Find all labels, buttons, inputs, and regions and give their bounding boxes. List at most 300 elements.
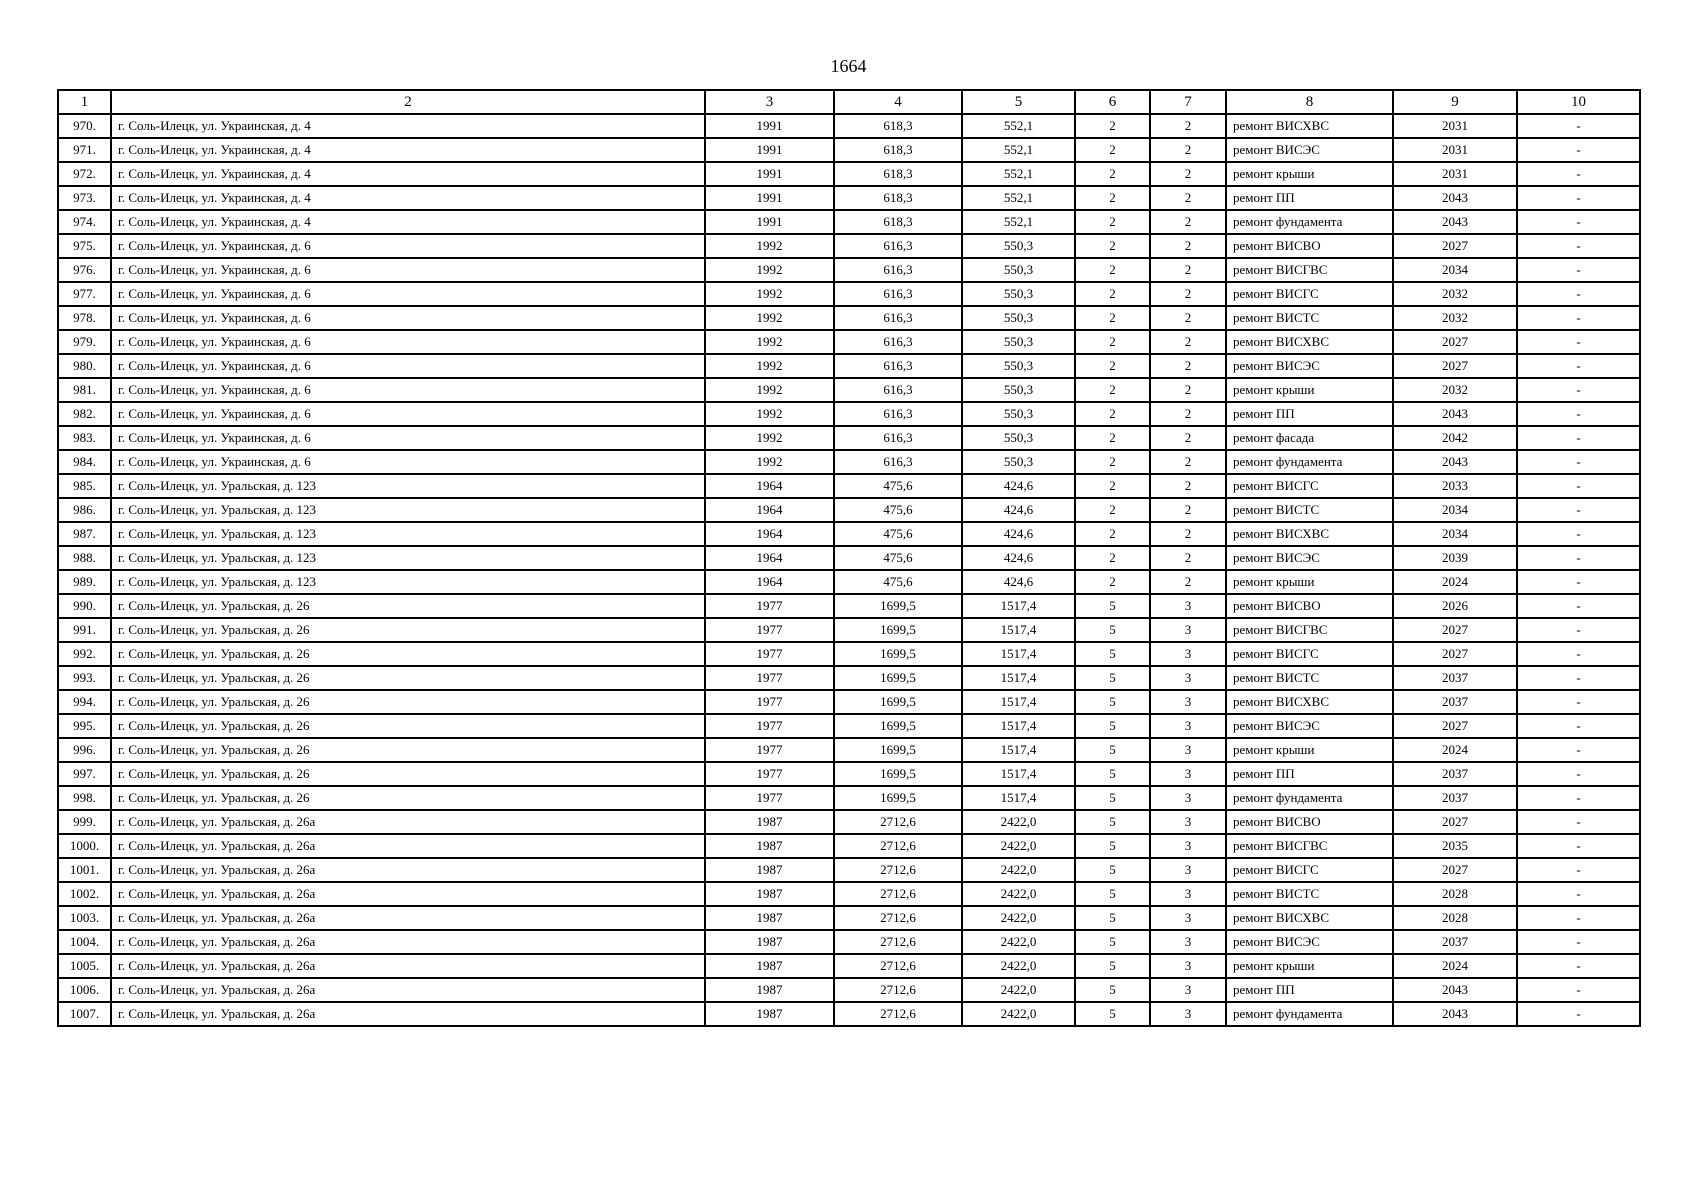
- cell-total-area: 616,3: [834, 306, 962, 330]
- cell-total-area: 2712,6: [834, 810, 962, 834]
- cell-row-number: 987.: [58, 522, 111, 546]
- cell-living-area: 550,3: [962, 354, 1075, 378]
- cell-note: -: [1517, 786, 1640, 810]
- cell-total-area: 616,3: [834, 330, 962, 354]
- table-row: [58, 594, 1640, 618]
- cell-total-area: 618,3: [834, 186, 962, 210]
- cell-planned-year: 2031: [1393, 114, 1517, 138]
- cell-entrances: 3: [1150, 666, 1226, 690]
- cell-entrances: 3: [1150, 810, 1226, 834]
- cell-entrances: 2: [1150, 522, 1226, 546]
- cell-row-number: 994.: [58, 690, 111, 714]
- table-row: [58, 618, 1640, 642]
- cell-note: -: [1517, 882, 1640, 906]
- cell-total-area: 2712,6: [834, 882, 962, 906]
- cell-planned-year: 2034: [1393, 498, 1517, 522]
- cell-year-built: 1977: [705, 666, 834, 690]
- cell-note: -: [1517, 378, 1640, 402]
- cell-entrances: 3: [1150, 786, 1226, 810]
- cell-total-area: 1699,5: [834, 714, 962, 738]
- cell-total-area: 618,3: [834, 138, 962, 162]
- cell-entrances: 3: [1150, 762, 1226, 786]
- cell-year-built: 1991: [705, 162, 834, 186]
- cell-year-built: 1992: [705, 330, 834, 354]
- cell-row-number: 980.: [58, 354, 111, 378]
- cell-note: -: [1517, 690, 1640, 714]
- cell-row-number: 978.: [58, 306, 111, 330]
- cell-living-area: 1517,4: [962, 690, 1075, 714]
- cell-total-area: 475,6: [834, 570, 962, 594]
- cell-entrances: 2: [1150, 498, 1226, 522]
- table-body: [58, 114, 1640, 1026]
- cell-year-built: 1977: [705, 594, 834, 618]
- cell-total-area: 618,3: [834, 162, 962, 186]
- cell-entrances: 2: [1150, 426, 1226, 450]
- cell-year-built: 1987: [705, 1002, 834, 1026]
- cell-address: г. Соль-Илецк, ул. Украинская, д. 6: [111, 450, 705, 474]
- cell-work-type: ремонт ВИСЭС: [1226, 546, 1393, 570]
- cell-floors: 5: [1075, 738, 1150, 762]
- cell-planned-year: 2039: [1393, 546, 1517, 570]
- cell-living-area: 1517,4: [962, 738, 1075, 762]
- cell-note: -: [1517, 810, 1640, 834]
- cell-year-built: 1964: [705, 522, 834, 546]
- cell-total-area: 1699,5: [834, 762, 962, 786]
- cell-work-type: ремонт ВИСГВС: [1226, 258, 1393, 282]
- column-header-6: 6: [1075, 90, 1150, 114]
- cell-work-type: ремонт ВИСХВС: [1226, 906, 1393, 930]
- cell-living-area: 1517,4: [962, 642, 1075, 666]
- table-header: [58, 90, 1640, 114]
- cell-planned-year: 2037: [1393, 666, 1517, 690]
- cell-living-area: 1517,4: [962, 786, 1075, 810]
- cell-planned-year: 2031: [1393, 138, 1517, 162]
- cell-living-area: 550,3: [962, 450, 1075, 474]
- cell-floors: 2: [1075, 570, 1150, 594]
- cell-floors: 5: [1075, 666, 1150, 690]
- table-row: [58, 882, 1640, 906]
- cell-year-built: 1987: [705, 882, 834, 906]
- cell-address: г. Соль-Илецк, ул. Уральская, д. 26: [111, 738, 705, 762]
- cell-row-number: 1007.: [58, 1002, 111, 1026]
- cell-planned-year: 2024: [1393, 738, 1517, 762]
- cell-address: г. Соль-Илецк, ул. Уральская, д. 26: [111, 690, 705, 714]
- table-row: [58, 930, 1640, 954]
- cell-entrances: 2: [1150, 474, 1226, 498]
- cell-address: г. Соль-Илецк, ул. Уральская, д. 123: [111, 498, 705, 522]
- cell-living-area: 552,1: [962, 186, 1075, 210]
- cell-entrances: 2: [1150, 570, 1226, 594]
- cell-note: -: [1517, 834, 1640, 858]
- cell-note: -: [1517, 858, 1640, 882]
- column-header-7: 7: [1150, 90, 1226, 114]
- cell-year-built: 1977: [705, 762, 834, 786]
- cell-row-number: 982.: [58, 402, 111, 426]
- cell-year-built: 1987: [705, 858, 834, 882]
- cell-entrances: 2: [1150, 378, 1226, 402]
- cell-year-built: 1992: [705, 402, 834, 426]
- cell-address: г. Соль-Илецк, ул. Уральская, д. 123: [111, 570, 705, 594]
- cell-work-type: ремонт ВИСГС: [1226, 474, 1393, 498]
- cell-address: г. Соль-Илецк, ул. Уральская, д. 123: [111, 546, 705, 570]
- cell-note: -: [1517, 474, 1640, 498]
- cell-work-type: ремонт ВИСЭС: [1226, 354, 1393, 378]
- cell-row-number: 1005.: [58, 954, 111, 978]
- cell-floors: 5: [1075, 930, 1150, 954]
- cell-address: г. Соль-Илецк, ул. Уральская, д. 26а: [111, 954, 705, 978]
- cell-planned-year: 2037: [1393, 930, 1517, 954]
- cell-total-area: 616,3: [834, 258, 962, 282]
- cell-living-area: 1517,4: [962, 762, 1075, 786]
- cell-address: г. Соль-Илецк, ул. Украинская, д. 6: [111, 282, 705, 306]
- cell-work-type: ремонт ВИСТС: [1226, 306, 1393, 330]
- table-row: [58, 162, 1640, 186]
- cell-planned-year: 2033: [1393, 474, 1517, 498]
- cell-planned-year: 2034: [1393, 258, 1517, 282]
- cell-address: г. Соль-Илецк, ул. Украинская, д. 4: [111, 114, 705, 138]
- cell-entrances: 3: [1150, 618, 1226, 642]
- cell-row-number: 988.: [58, 546, 111, 570]
- cell-entrances: 2: [1150, 354, 1226, 378]
- cell-living-area: 550,3: [962, 306, 1075, 330]
- cell-work-type: ремонт крыши: [1226, 378, 1393, 402]
- cell-work-type: ремонт ВИСХВС: [1226, 330, 1393, 354]
- table-row: [58, 114, 1640, 138]
- cell-work-type: ремонт ПП: [1226, 762, 1393, 786]
- cell-address: г. Соль-Илецк, ул. Уральская, д. 26а: [111, 930, 705, 954]
- cell-total-area: 1699,5: [834, 642, 962, 666]
- cell-year-built: 1964: [705, 474, 834, 498]
- cell-address: г. Соль-Илецк, ул. Украинская, д. 4: [111, 210, 705, 234]
- column-header-9: 9: [1393, 90, 1517, 114]
- cell-year-built: 1992: [705, 378, 834, 402]
- cell-total-area: 1699,5: [834, 786, 962, 810]
- cell-living-area: 424,6: [962, 546, 1075, 570]
- cell-work-type: ремонт ВИСВО: [1226, 810, 1393, 834]
- table-row: [58, 234, 1640, 258]
- cell-planned-year: 2027: [1393, 330, 1517, 354]
- cell-note: -: [1517, 978, 1640, 1002]
- cell-entrances: 2: [1150, 330, 1226, 354]
- cell-year-built: 1987: [705, 810, 834, 834]
- cell-work-type: ремонт крыши: [1226, 570, 1393, 594]
- table-row: [58, 690, 1640, 714]
- cell-planned-year: 2026: [1393, 594, 1517, 618]
- cell-floors: 5: [1075, 762, 1150, 786]
- cell-year-built: 1977: [705, 642, 834, 666]
- cell-planned-year: 2034: [1393, 522, 1517, 546]
- cell-row-number: 1000.: [58, 834, 111, 858]
- cell-entrances: 3: [1150, 882, 1226, 906]
- cell-note: -: [1517, 138, 1640, 162]
- cell-floors: 2: [1075, 258, 1150, 282]
- cell-address: г. Соль-Илецк, ул. Уральская, д. 26а: [111, 978, 705, 1002]
- cell-note: -: [1517, 522, 1640, 546]
- cell-planned-year: 2043: [1393, 402, 1517, 426]
- cell-year-built: 1977: [705, 738, 834, 762]
- cell-row-number: 979.: [58, 330, 111, 354]
- cell-year-built: 1992: [705, 354, 834, 378]
- cell-planned-year: 2027: [1393, 810, 1517, 834]
- cell-note: -: [1517, 210, 1640, 234]
- cell-floors: 2: [1075, 234, 1150, 258]
- cell-work-type: ремонт ВИСХВС: [1226, 522, 1393, 546]
- cell-living-area: 552,1: [962, 114, 1075, 138]
- table-row: [58, 546, 1640, 570]
- cell-total-area: 2712,6: [834, 930, 962, 954]
- cell-address: г. Соль-Илецк, ул. Украинская, д. 6: [111, 234, 705, 258]
- cell-address: г. Соль-Илецк, ул. Украинская, д. 6: [111, 402, 705, 426]
- cell-address: г. Соль-Илецк, ул. Украинская, д. 4: [111, 162, 705, 186]
- cell-total-area: 475,6: [834, 474, 962, 498]
- cell-row-number: 997.: [58, 762, 111, 786]
- cell-entrances: 3: [1150, 738, 1226, 762]
- cell-total-area: 618,3: [834, 114, 962, 138]
- cell-planned-year: 2027: [1393, 858, 1517, 882]
- cell-work-type: ремонт ВИСГВС: [1226, 618, 1393, 642]
- cell-row-number: 991.: [58, 618, 111, 642]
- cell-entrances: 3: [1150, 714, 1226, 738]
- cell-floors: 2: [1075, 282, 1150, 306]
- cell-living-area: 424,6: [962, 498, 1075, 522]
- table-row: [58, 978, 1640, 1002]
- cell-address: г. Соль-Илецк, ул. Украинская, д. 6: [111, 426, 705, 450]
- cell-entrances: 3: [1150, 906, 1226, 930]
- cell-living-area: 424,6: [962, 474, 1075, 498]
- cell-living-area: 550,3: [962, 426, 1075, 450]
- cell-note: -: [1517, 450, 1640, 474]
- cell-year-built: 1977: [705, 786, 834, 810]
- table-row: [58, 138, 1640, 162]
- cell-total-area: 616,3: [834, 426, 962, 450]
- table-row: [58, 306, 1640, 330]
- cell-total-area: 2712,6: [834, 1002, 962, 1026]
- cell-floors: 5: [1075, 714, 1150, 738]
- cell-entrances: 3: [1150, 954, 1226, 978]
- cell-row-number: 1004.: [58, 930, 111, 954]
- cell-entrances: 2: [1150, 450, 1226, 474]
- table-row: [58, 474, 1640, 498]
- cell-row-number: 989.: [58, 570, 111, 594]
- cell-work-type: ремонт ВИСЭС: [1226, 714, 1393, 738]
- cell-floors: 5: [1075, 954, 1150, 978]
- cell-note: -: [1517, 594, 1640, 618]
- cell-year-built: 1964: [705, 570, 834, 594]
- cell-year-built: 1992: [705, 282, 834, 306]
- cell-floors: 2: [1075, 354, 1150, 378]
- cell-total-area: 616,3: [834, 354, 962, 378]
- cell-planned-year: 2043: [1393, 1002, 1517, 1026]
- cell-year-built: 1977: [705, 618, 834, 642]
- cell-planned-year: 2032: [1393, 378, 1517, 402]
- cell-living-area: 2422,0: [962, 1002, 1075, 1026]
- cell-work-type: ремонт фундамента: [1226, 786, 1393, 810]
- cell-entrances: 2: [1150, 234, 1226, 258]
- cell-year-built: 1987: [705, 954, 834, 978]
- cell-row-number: 999.: [58, 810, 111, 834]
- cell-floors: 5: [1075, 618, 1150, 642]
- cell-note: -: [1517, 546, 1640, 570]
- cell-year-built: 1992: [705, 234, 834, 258]
- cell-work-type: ремонт ВИСЭС: [1226, 930, 1393, 954]
- cell-floors: 2: [1075, 330, 1150, 354]
- cell-note: -: [1517, 930, 1640, 954]
- cell-entrances: 2: [1150, 282, 1226, 306]
- cell-address: г. Соль-Илецк, ул. Уральская, д. 26: [111, 762, 705, 786]
- page-number: 1664: [830, 56, 867, 76]
- cell-row-number: 973.: [58, 186, 111, 210]
- cell-living-area: 2422,0: [962, 834, 1075, 858]
- cell-planned-year: 2042: [1393, 426, 1517, 450]
- table-row: [58, 810, 1640, 834]
- cell-living-area: 550,3: [962, 330, 1075, 354]
- table-row: [58, 642, 1640, 666]
- cell-row-number: 995.: [58, 714, 111, 738]
- cell-row-number: 1003.: [58, 906, 111, 930]
- cell-work-type: ремонт крыши: [1226, 954, 1393, 978]
- cell-planned-year: 2024: [1393, 954, 1517, 978]
- header-row: [58, 90, 1640, 114]
- cell-planned-year: 2043: [1393, 978, 1517, 1002]
- cell-row-number: 1006.: [58, 978, 111, 1002]
- table-row: [58, 714, 1640, 738]
- cell-living-area: 550,3: [962, 378, 1075, 402]
- cell-note: -: [1517, 954, 1640, 978]
- cell-living-area: 2422,0: [962, 810, 1075, 834]
- cell-year-built: 1977: [705, 690, 834, 714]
- cell-row-number: 990.: [58, 594, 111, 618]
- cell-floors: 5: [1075, 810, 1150, 834]
- column-header-5: 5: [962, 90, 1075, 114]
- cell-year-built: 1964: [705, 498, 834, 522]
- cell-address: г. Соль-Илецк, ул. Украинская, д. 6: [111, 378, 705, 402]
- cell-living-area: 552,1: [962, 162, 1075, 186]
- cell-note: -: [1517, 114, 1640, 138]
- cell-note: -: [1517, 618, 1640, 642]
- table-row: [58, 954, 1640, 978]
- cell-floors: 5: [1075, 786, 1150, 810]
- cell-year-built: 1987: [705, 930, 834, 954]
- cell-note: -: [1517, 258, 1640, 282]
- cell-address: г. Соль-Илецк, ул. Украинская, д. 6: [111, 330, 705, 354]
- cell-entrances: 3: [1150, 930, 1226, 954]
- cell-total-area: 475,6: [834, 522, 962, 546]
- cell-address: г. Соль-Илецк, ул. Уральская, д. 26: [111, 714, 705, 738]
- cell-row-number: 996.: [58, 738, 111, 762]
- table-row: [58, 450, 1640, 474]
- cell-row-number: 986.: [58, 498, 111, 522]
- cell-work-type: ремонт ВИСГС: [1226, 642, 1393, 666]
- column-header-2: 2: [111, 90, 705, 114]
- cell-work-type: ремонт ВИСТС: [1226, 498, 1393, 522]
- cell-note: -: [1517, 282, 1640, 306]
- cell-year-built: 1991: [705, 138, 834, 162]
- cell-work-type: ремонт фундамента: [1226, 210, 1393, 234]
- table-row: [58, 258, 1640, 282]
- cell-total-area: 616,3: [834, 282, 962, 306]
- cell-note: -: [1517, 666, 1640, 690]
- table-row: [58, 738, 1640, 762]
- column-header-3: 3: [705, 90, 834, 114]
- cell-total-area: 616,3: [834, 450, 962, 474]
- cell-total-area: 618,3: [834, 210, 962, 234]
- register-table: [57, 89, 1641, 1027]
- cell-planned-year: 2032: [1393, 306, 1517, 330]
- cell-row-number: 971.: [58, 138, 111, 162]
- cell-note: -: [1517, 498, 1640, 522]
- cell-year-built: 1992: [705, 450, 834, 474]
- cell-planned-year: 2027: [1393, 642, 1517, 666]
- cell-address: г. Соль-Илецк, ул. Уральская, д. 26: [111, 594, 705, 618]
- cell-floors: 2: [1075, 210, 1150, 234]
- cell-row-number: 984.: [58, 450, 111, 474]
- cell-entrances: 2: [1150, 138, 1226, 162]
- cell-planned-year: 2027: [1393, 354, 1517, 378]
- cell-total-area: 1699,5: [834, 618, 962, 642]
- table-row: [58, 378, 1640, 402]
- cell-planned-year: 2031: [1393, 162, 1517, 186]
- cell-entrances: 2: [1150, 162, 1226, 186]
- cell-work-type: ремонт крыши: [1226, 162, 1393, 186]
- cell-planned-year: 2043: [1393, 210, 1517, 234]
- cell-floors: 5: [1075, 594, 1150, 618]
- cell-floors: 2: [1075, 378, 1150, 402]
- cell-living-area: 2422,0: [962, 954, 1075, 978]
- cell-note: -: [1517, 762, 1640, 786]
- cell-note: -: [1517, 186, 1640, 210]
- table-row: [58, 426, 1640, 450]
- cell-row-number: 998.: [58, 786, 111, 810]
- cell-note: -: [1517, 426, 1640, 450]
- cell-row-number: 975.: [58, 234, 111, 258]
- cell-planned-year: 2028: [1393, 882, 1517, 906]
- cell-planned-year: 2043: [1393, 186, 1517, 210]
- cell-address: г. Соль-Илецк, ул. Уральская, д. 26а: [111, 882, 705, 906]
- cell-living-area: 550,3: [962, 402, 1075, 426]
- cell-floors: 5: [1075, 882, 1150, 906]
- cell-year-built: 1992: [705, 306, 834, 330]
- cell-planned-year: 2037: [1393, 690, 1517, 714]
- table-row: [58, 498, 1640, 522]
- cell-floors: 2: [1075, 450, 1150, 474]
- cell-total-area: 616,3: [834, 402, 962, 426]
- cell-floors: 5: [1075, 690, 1150, 714]
- cell-note: -: [1517, 330, 1640, 354]
- table-row: [58, 570, 1640, 594]
- cell-address: г. Соль-Илецк, ул. Украинская, д. 6: [111, 258, 705, 282]
- cell-work-type: ремонт ВИСВО: [1226, 594, 1393, 618]
- cell-living-area: 552,1: [962, 138, 1075, 162]
- cell-row-number: 1001.: [58, 858, 111, 882]
- cell-entrances: 2: [1150, 258, 1226, 282]
- table-row: [58, 330, 1640, 354]
- table-row: [58, 786, 1640, 810]
- cell-living-area: 1517,4: [962, 714, 1075, 738]
- table-row: [58, 762, 1640, 786]
- cell-living-area: 1517,4: [962, 594, 1075, 618]
- table-row: [58, 906, 1640, 930]
- cell-planned-year: 2035: [1393, 834, 1517, 858]
- cell-entrances: 2: [1150, 186, 1226, 210]
- cell-floors: 5: [1075, 1002, 1150, 1026]
- cell-row-number: 985.: [58, 474, 111, 498]
- cell-entrances: 2: [1150, 114, 1226, 138]
- cell-row-number: 977.: [58, 282, 111, 306]
- cell-address: г. Соль-Илецк, ул. Уральская, д. 26а: [111, 858, 705, 882]
- table-row: [58, 834, 1640, 858]
- cell-living-area: 2422,0: [962, 858, 1075, 882]
- cell-work-type: ремонт фасада: [1226, 426, 1393, 450]
